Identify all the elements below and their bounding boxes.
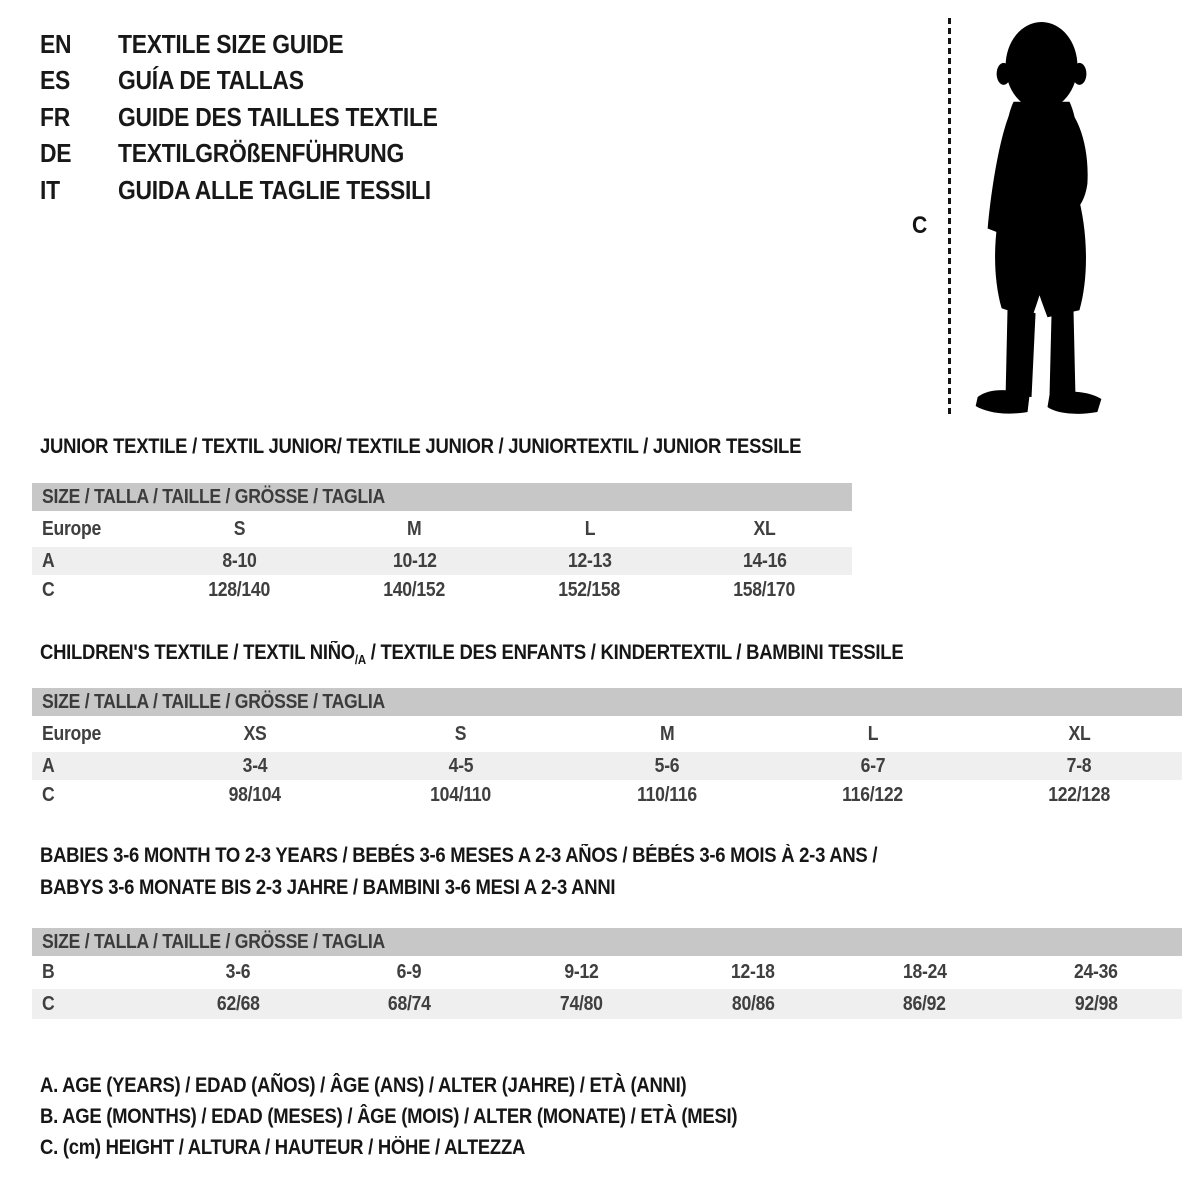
- value-cell: 128/140: [208, 579, 271, 601]
- size-table-header: SIZE / TALLA / TAILLE / GRÖSSE / TAGLIA: [32, 928, 1182, 956]
- size-cell: XL: [753, 517, 776, 540]
- height-figure: [900, 0, 1200, 430]
- table-row: [32, 780, 1182, 811]
- language-row: [40, 26, 481, 63]
- value-cell: 152/158: [558, 579, 621, 601]
- table-row: [32, 716, 1182, 752]
- language-code: EN: [40, 28, 72, 59]
- section-title-babies-line2: BABYS 3-6 MONATE BIS 2-3 JAHRE / BAMBINI 3-6 MESI A 2-3 ANNI: [40, 876, 616, 899]
- value-cell: 3-6: [225, 961, 251, 983]
- value-cell: 158/170: [733, 579, 796, 601]
- table-row: [32, 752, 1182, 780]
- value-cell: 104/110: [430, 784, 492, 806]
- title-subscript: /A: [354, 652, 366, 668]
- legend-line-b: B. AGE (MONTHS) / EDAD (MESES) / ÂGE (MOIS) / ALTER (MONATE) / ETÀ (MESI): [40, 1104, 738, 1128]
- table-row: [32, 511, 852, 547]
- legend-line-a: A. AGE (YEARS) / EDAD (AÑOS) / ÂGE (ANS) / ALTER (JAHRE) / ETÀ (ANNI): [40, 1073, 687, 1097]
- language-code: DE: [40, 138, 72, 169]
- measure-legend: [40, 1070, 832, 1163]
- language-row: [40, 172, 481, 209]
- value-cell: 74/80: [559, 992, 603, 1015]
- language-row: [40, 99, 481, 136]
- value-cell: 68/74: [388, 992, 431, 1015]
- language-code: FR: [40, 101, 70, 132]
- value-cell: 18-24: [902, 961, 947, 983]
- language-title: GUIDE DES TAILLES TEXTILE: [118, 101, 438, 132]
- value-cell: 6-9: [397, 961, 422, 983]
- value-cell: 12-18: [730, 961, 775, 983]
- section-title-babies-line1: BABIES 3-6 MONTH TO 2-3 YEARS / BEBÉS 3-6 MESES A 2-3 AÑOS / BÉBÉS 3-6 MOIS À 2-3 ANS /: [40, 844, 878, 867]
- value-cell: 86/92: [903, 992, 946, 1015]
- language-title: GUÍA DE TALLAS: [118, 65, 304, 96]
- row-label: A: [42, 549, 55, 572]
- language-row: [40, 63, 481, 100]
- row-label: B: [42, 961, 55, 983]
- value-cell: 24-36: [1074, 961, 1119, 983]
- junior-size-table: [32, 483, 852, 606]
- row-label: Europe: [42, 722, 102, 745]
- size-cell: XL: [1068, 722, 1090, 745]
- value-cell: 12-13: [567, 549, 612, 572]
- legend-line-c: C. (cm) HEIGHT / ALTURA / HAUTEUR / HÖHE / ALTEZZA: [40, 1135, 526, 1159]
- row-label: C: [42, 579, 55, 601]
- value-cell: 92/98: [1074, 992, 1118, 1015]
- toddler-silhouette-icon: [960, 14, 1138, 418]
- language-code: ES: [40, 65, 71, 96]
- row-label: A: [42, 754, 55, 777]
- row-label: C: [42, 784, 55, 806]
- table-row: [32, 989, 1182, 1019]
- table-row: [32, 575, 852, 606]
- value-cell: 98/104: [228, 784, 282, 806]
- babies-size-table: [32, 928, 1182, 1019]
- value-cell: 62/68: [216, 992, 260, 1015]
- row-label: Europe: [42, 517, 102, 540]
- size-cell: S: [455, 722, 467, 745]
- size-cell: L: [584, 517, 595, 540]
- value-cell: 8-10: [222, 549, 257, 572]
- size-table-header: SIZE / TALLA / TAILLE / GRÖSSE / TAGLIA: [32, 688, 1182, 716]
- measure-label-c: C: [912, 212, 928, 239]
- table-row: [32, 547, 852, 575]
- height-measure-dashed-line: [948, 18, 951, 416]
- row-label: C: [42, 992, 55, 1015]
- value-cell: 9-12: [564, 961, 599, 983]
- size-cell: M: [407, 517, 422, 540]
- value-cell: 4-5: [448, 754, 474, 777]
- value-cell: 10-12: [392, 549, 437, 572]
- value-cell: 7-8: [1066, 754, 1092, 777]
- value-cell: 140/152: [383, 579, 446, 601]
- value-cell: 80/86: [731, 992, 775, 1015]
- language-title: TEXTILE SIZE GUIDE: [118, 28, 344, 59]
- value-cell: 122/128: [1048, 784, 1110, 806]
- section-title-junior: JUNIOR TEXTILE / TEXTIL JUNIOR/ TEXTILE JUNIOR / JUNIORTEXTIL / JUNIOR TESSILE: [40, 435, 802, 458]
- language-code: IT: [40, 174, 60, 205]
- section-title-children: CHILDREN'S TEXTILE / TEXTIL $NIÑO_{/A}$ / TEXTILE DES ENFANTS / KINDERTEXTIL / BAMBINI TESSILE: [40, 641, 904, 668]
- language-title-block: [40, 26, 481, 209]
- value-cell: 110/116: [637, 784, 697, 806]
- language-title: TEXTILGRÖßENFÜHRUNG: [118, 138, 405, 169]
- language-row: [40, 136, 481, 173]
- size-cell: L: [867, 722, 879, 745]
- value-cell: 14-16: [742, 549, 787, 572]
- value-cell: 6-7: [860, 754, 886, 777]
- size-cell: M: [659, 722, 675, 745]
- language-title: GUIDA ALLE TAGLIE TESSILI: [118, 174, 431, 205]
- size-table-header: SIZE / TALLA / TAILLE / GRÖSSE / TAGLIA: [32, 483, 852, 511]
- table-row: [32, 956, 1182, 989]
- size-cell: S: [233, 517, 246, 540]
- value-cell: 116/122: [842, 784, 904, 806]
- size-cell: XS: [243, 722, 267, 745]
- value-cell: 5-6: [654, 754, 680, 777]
- children-size-table: [32, 688, 1182, 811]
- value-cell: 3-4: [242, 754, 268, 777]
